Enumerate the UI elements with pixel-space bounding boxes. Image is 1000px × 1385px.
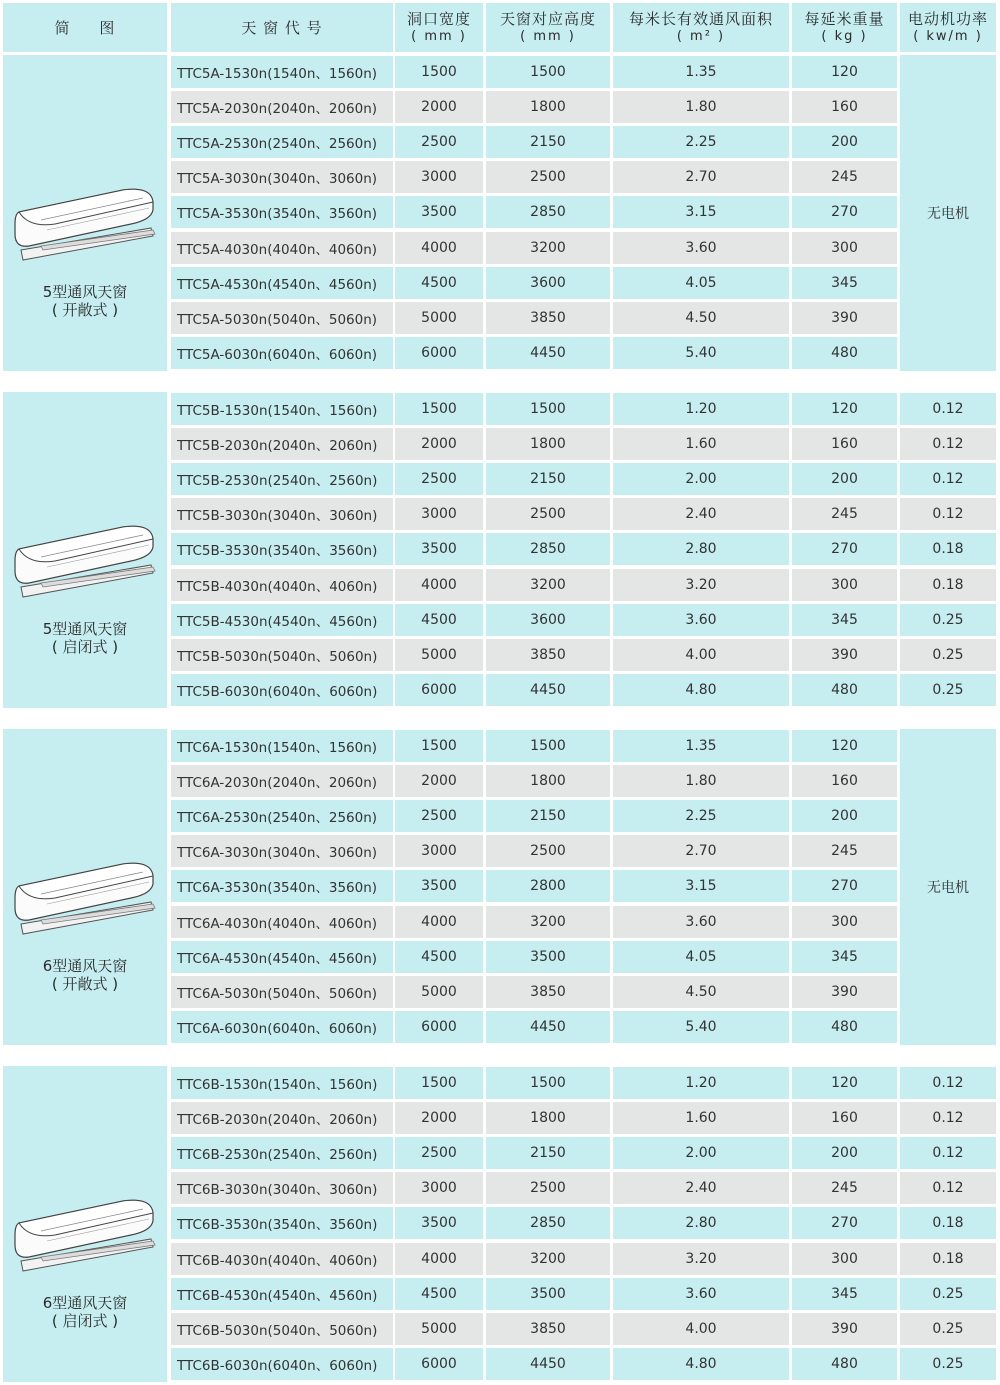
cell-height: 2800	[486, 870, 610, 902]
header-height-label: 天窗对应高度	[499, 9, 596, 28]
cell-height: 2150	[486, 1137, 610, 1169]
cell-width: 3500	[395, 870, 483, 902]
skylight-illustration	[11, 487, 161, 612]
cell-weight: 390	[792, 639, 897, 671]
cell-width: 4500	[395, 267, 483, 299]
product-group	[0, 729, 1000, 1047]
cell-power: 0.12	[900, 1137, 996, 1169]
header-height-unit: ( mm )	[520, 28, 576, 44]
cell-width: 4500	[395, 1278, 483, 1310]
cell-width: 4500	[395, 941, 483, 973]
cell-weight: 245	[792, 498, 897, 530]
cell-width: 6000	[395, 674, 483, 706]
cell-width: 2500	[395, 800, 483, 832]
cell-width: 6000	[395, 337, 483, 369]
header-area-unit: ( m² )	[676, 28, 726, 44]
cell-width: 2500	[395, 463, 483, 495]
cell-width: 1500	[395, 1067, 483, 1099]
header-weight-label: 每延米重量	[804, 9, 885, 28]
cell-power: 0.18	[900, 533, 996, 565]
cell-area: 2.80	[613, 533, 789, 565]
cell-width: 1500	[395, 393, 483, 425]
cell-area: 1.35	[613, 56, 789, 88]
cell-area: 3.60	[613, 906, 789, 938]
header-power-label: 电动机功率	[907, 9, 988, 28]
cell-height: 1800	[486, 91, 610, 123]
header-weight-unit: ( kg )	[821, 28, 868, 44]
cell-width: 6000	[395, 1011, 483, 1043]
diagram-caption	[3, 957, 167, 993]
cell-power: 0.25	[900, 1278, 996, 1310]
cell-area: 3.60	[613, 1278, 789, 1310]
cell-area: 4.05	[613, 941, 789, 973]
cell-area: 1.60	[613, 428, 789, 460]
header-diagram	[3, 3, 167, 52]
cell-weight: 390	[792, 302, 897, 334]
cell-height: 4450	[486, 1348, 610, 1380]
cell-height: 3600	[486, 604, 610, 636]
cell-power: 0.12	[900, 428, 996, 460]
cell-code: TTC6A-4030n(4040n、4060n)	[171, 906, 393, 938]
cell-area: 5.40	[613, 337, 789, 369]
cell-weight: 200	[792, 1137, 897, 1169]
cell-area: 2.00	[613, 463, 789, 495]
cell-area: 3.15	[613, 870, 789, 902]
diagram-caption	[3, 620, 167, 656]
cell-code: TTC5B-4530n(4540n、4560n)	[171, 604, 393, 636]
product-group	[0, 392, 1000, 710]
caption-style: ( 启闭式 )	[51, 638, 119, 656]
cell-power: 0.18	[900, 1243, 996, 1275]
cell-power: 0.25	[900, 1313, 996, 1345]
cell-height: 3850	[486, 976, 610, 1008]
cell-height: 3200	[486, 232, 610, 264]
cell-area: 1.80	[613, 91, 789, 123]
cell-code: TTC6B-3030n(3040n、3060n)	[171, 1172, 393, 1204]
cell-power: 0.12	[900, 1067, 996, 1099]
cell-code: TTC6B-4530n(4540n、4560n)	[171, 1278, 393, 1310]
cell-weight: 160	[792, 1102, 897, 1134]
cell-height: 4450	[486, 1011, 610, 1043]
cell-weight: 120	[792, 730, 897, 762]
cell-power: 0.12	[900, 393, 996, 425]
cell-code: TTC6B-3530n(3540n、3560n)	[171, 1207, 393, 1239]
caption-style: ( 启闭式 )	[51, 1312, 119, 1330]
cell-code: TTC5A-1530n(1540n、1560n)	[171, 56, 393, 88]
cell-height: 1500	[486, 393, 610, 425]
cell-width: 4500	[395, 604, 483, 636]
cell-area: 2.40	[613, 1172, 789, 1204]
cell-weight: 480	[792, 1011, 897, 1043]
cell-weight: 120	[792, 1067, 897, 1099]
cell-weight: 270	[792, 1207, 897, 1239]
cell-weight: 120	[792, 393, 897, 425]
cell-width: 3000	[395, 161, 483, 193]
cell-height: 2850	[486, 533, 610, 565]
cell-power-merged: 无电机	[900, 55, 996, 371]
cell-code: TTC6B-4030n(4040n、4060n)	[171, 1243, 393, 1275]
header-weight	[792, 3, 897, 52]
cell-width: 3000	[395, 498, 483, 530]
cell-code: TTC5A-2030n(2040n、2060n)	[171, 91, 393, 123]
skylight-illustration	[11, 1161, 161, 1286]
cell-height: 1800	[486, 1102, 610, 1134]
cell-width: 2000	[395, 428, 483, 460]
cell-area: 2.00	[613, 1137, 789, 1169]
cell-width: 3500	[395, 196, 483, 228]
cell-height: 2150	[486, 463, 610, 495]
cell-power: 0.25	[900, 1348, 996, 1380]
cell-power: 0.12	[900, 498, 996, 530]
cell-area: 2.40	[613, 498, 789, 530]
cell-area: 4.00	[613, 1313, 789, 1345]
cell-area: 2.70	[613, 161, 789, 193]
diagram-caption	[3, 283, 167, 319]
cell-width: 3500	[395, 1207, 483, 1239]
cell-weight: 345	[792, 1278, 897, 1310]
diagram-cell	[3, 55, 167, 371]
header-width	[395, 3, 483, 52]
caption-style: ( 开敞式 )	[51, 975, 119, 993]
header-width-label: 洞口宽度	[406, 9, 471, 28]
cell-code: TTC6B-2030n(2040n、2060n)	[171, 1102, 393, 1134]
cell-area: 3.15	[613, 196, 789, 228]
cell-width: 3500	[395, 533, 483, 565]
header-diagram-label: 简 图	[54, 18, 116, 37]
product-group	[0, 55, 1000, 373]
cell-code: TTC5A-2530n(2540n、2560n)	[171, 126, 393, 158]
cell-area: 1.80	[613, 765, 789, 797]
cell-height: 1500	[486, 730, 610, 762]
cell-width: 4000	[395, 569, 483, 601]
cell-code: TTC5A-3030n(3040n、3060n)	[171, 161, 393, 193]
cell-code: TTC5A-4530n(4540n、4560n)	[171, 267, 393, 299]
skylight-illustration	[11, 824, 161, 949]
header-power-unit: ( kw/m )	[913, 28, 983, 44]
header-code	[171, 3, 393, 52]
cell-width: 5000	[395, 639, 483, 671]
cell-weight: 345	[792, 267, 897, 299]
cell-power: 0.12	[900, 463, 996, 495]
cell-code: TTC5A-6030n(6040n、6060n)	[171, 337, 393, 369]
cell-weight: 480	[792, 1348, 897, 1380]
header-height	[486, 3, 610, 52]
cell-weight: 480	[792, 674, 897, 706]
cell-code: TTC5B-1530n(1540n、1560n)	[171, 393, 393, 425]
cell-code: TTC5A-4030n(4040n、4060n)	[171, 232, 393, 264]
cell-area: 4.05	[613, 267, 789, 299]
cell-power: 0.18	[900, 569, 996, 601]
header-area	[613, 3, 789, 52]
cell-area: 2.25	[613, 126, 789, 158]
cell-power: 0.12	[900, 1102, 996, 1134]
cell-height: 2850	[486, 196, 610, 228]
cell-weight: 390	[792, 976, 897, 1008]
cell-height: 1800	[486, 428, 610, 460]
cell-height: 3600	[486, 267, 610, 299]
cell-area: 4.80	[613, 674, 789, 706]
cell-code: TTC6B-5030n(5040n、5060n)	[171, 1313, 393, 1345]
cell-height: 3850	[486, 302, 610, 334]
cell-code: TTC5B-6030n(6040n、6060n)	[171, 674, 393, 706]
cell-height: 1500	[486, 56, 610, 88]
cell-height: 3850	[486, 1313, 610, 1345]
caption-type: 5型通风天窗	[42, 283, 128, 301]
header-width-unit: ( mm )	[411, 28, 467, 44]
cell-weight: 345	[792, 604, 897, 636]
cell-area: 2.70	[613, 835, 789, 867]
header-code-label: 天 窗 代 号	[241, 18, 323, 37]
cell-height: 2500	[486, 498, 610, 530]
cell-height: 3200	[486, 906, 610, 938]
cell-height: 1500	[486, 1067, 610, 1099]
cell-weight: 200	[792, 126, 897, 158]
cell-weight: 480	[792, 337, 897, 369]
header-power	[900, 3, 996, 52]
product-group	[0, 1066, 1000, 1384]
cell-height: 2150	[486, 126, 610, 158]
cell-weight: 160	[792, 428, 897, 460]
caption-type: 6型通风天窗	[42, 1294, 128, 1312]
cell-area: 1.35	[613, 730, 789, 762]
cell-width: 5000	[395, 302, 483, 334]
cell-weight: 390	[792, 1313, 897, 1345]
cell-code: TTC5B-3530n(3540n、3560n)	[171, 533, 393, 565]
cell-width: 3000	[395, 835, 483, 867]
cell-code: TTC5B-3030n(3040n、3060n)	[171, 498, 393, 530]
cell-width: 2000	[395, 91, 483, 123]
cell-area: 2.80	[613, 1207, 789, 1239]
cell-code: TTC6A-3030n(3040n、3060n)	[171, 835, 393, 867]
cell-power: 0.12	[900, 1172, 996, 1204]
cell-power: 0.25	[900, 674, 996, 706]
cell-weight: 200	[792, 463, 897, 495]
cell-height: 3500	[486, 941, 610, 973]
cell-width: 3000	[395, 1172, 483, 1204]
cell-code: TTC5B-4030n(4040n、4060n)	[171, 569, 393, 601]
cell-weight: 120	[792, 56, 897, 88]
cell-code: TTC6B-2530n(2540n、2560n)	[171, 1137, 393, 1169]
header-area-label: 每米长有效通风面积	[628, 9, 773, 28]
cell-height: 2500	[486, 835, 610, 867]
cell-code: TTC5A-3530n(3540n、3560n)	[171, 196, 393, 228]
table-header	[0, 0, 1000, 55]
cell-weight: 270	[792, 870, 897, 902]
cell-code: TTC6A-2030n(2040n、2060n)	[171, 765, 393, 797]
cell-width: 4000	[395, 1243, 483, 1275]
cell-weight: 270	[792, 533, 897, 565]
cell-area: 4.50	[613, 976, 789, 1008]
diagram-cell	[3, 1066, 167, 1382]
cell-code: TTC5A-5030n(5040n、5060n)	[171, 302, 393, 334]
cell-code: TTC6A-2530n(2540n、2560n)	[171, 800, 393, 832]
cell-height: 3850	[486, 639, 610, 671]
cell-width: 2000	[395, 765, 483, 797]
cell-weight: 245	[792, 835, 897, 867]
caption-type: 6型通风天窗	[42, 957, 128, 975]
cell-area: 4.00	[613, 639, 789, 671]
diagram-cell	[3, 392, 167, 708]
cell-weight: 300	[792, 232, 897, 264]
cell-power: 0.18	[900, 1207, 996, 1239]
cell-height: 2500	[486, 161, 610, 193]
cell-power-merged: 无电机	[900, 729, 996, 1045]
cell-area: 4.50	[613, 302, 789, 334]
cell-area: 3.60	[613, 232, 789, 264]
cell-weight: 200	[792, 800, 897, 832]
cell-area: 1.20	[613, 1067, 789, 1099]
cell-height: 4450	[486, 337, 610, 369]
cell-power: 0.25	[900, 604, 996, 636]
cell-height: 4450	[486, 674, 610, 706]
cell-area: 3.20	[613, 1243, 789, 1275]
cell-weight: 160	[792, 765, 897, 797]
diagram-cell	[3, 729, 167, 1045]
cell-code: TTC6A-5030n(5040n、5060n)	[171, 976, 393, 1008]
cell-width: 1500	[395, 730, 483, 762]
cell-height: 3200	[486, 569, 610, 601]
cell-height: 2850	[486, 1207, 610, 1239]
cell-code: TTC6B-1530n(1540n、1560n)	[171, 1067, 393, 1099]
cell-area: 1.20	[613, 393, 789, 425]
cell-width: 1500	[395, 56, 483, 88]
cell-area: 3.20	[613, 569, 789, 601]
cell-weight: 300	[792, 1243, 897, 1275]
cell-height: 3500	[486, 1278, 610, 1310]
cell-code: TTC6A-6030n(6040n、6060n)	[171, 1011, 393, 1043]
cell-code: TTC6B-6030n(6040n、6060n)	[171, 1348, 393, 1380]
skylight-illustration	[11, 150, 161, 275]
cell-height: 2150	[486, 800, 610, 832]
caption-type: 5型通风天窗	[42, 620, 128, 638]
cell-width: 2000	[395, 1102, 483, 1134]
cell-width: 2500	[395, 1137, 483, 1169]
cell-weight: 245	[792, 161, 897, 193]
cell-width: 5000	[395, 1313, 483, 1345]
cell-height: 2500	[486, 1172, 610, 1204]
cell-area: 4.80	[613, 1348, 789, 1380]
cell-power: 0.25	[900, 639, 996, 671]
cell-code: TTC5B-2530n(2540n、2560n)	[171, 463, 393, 495]
cell-weight: 160	[792, 91, 897, 123]
cell-weight: 300	[792, 569, 897, 601]
caption-style: ( 开敞式 )	[51, 301, 119, 319]
cell-width: 4000	[395, 232, 483, 264]
cell-code: TTC6A-4530n(4540n、4560n)	[171, 941, 393, 973]
cell-area: 2.25	[613, 800, 789, 832]
cell-weight: 270	[792, 196, 897, 228]
cell-height: 3200	[486, 1243, 610, 1275]
cell-code: TTC5B-5030n(5040n、5060n)	[171, 639, 393, 671]
cell-weight: 345	[792, 941, 897, 973]
cell-width: 2500	[395, 126, 483, 158]
diagram-caption	[3, 1294, 167, 1330]
cell-code: TTC5B-2030n(2040n、2060n)	[171, 428, 393, 460]
cell-area: 5.40	[613, 1011, 789, 1043]
cell-code: TTC6A-3530n(3540n、3560n)	[171, 870, 393, 902]
cell-width: 6000	[395, 1348, 483, 1380]
cell-width: 4000	[395, 906, 483, 938]
cell-height: 1800	[486, 765, 610, 797]
cell-code: TTC6A-1530n(1540n、1560n)	[171, 730, 393, 762]
cell-area: 3.60	[613, 604, 789, 636]
cell-width: 5000	[395, 976, 483, 1008]
cell-area: 1.60	[613, 1102, 789, 1134]
cell-weight: 300	[792, 906, 897, 938]
cell-weight: 245	[792, 1172, 897, 1204]
